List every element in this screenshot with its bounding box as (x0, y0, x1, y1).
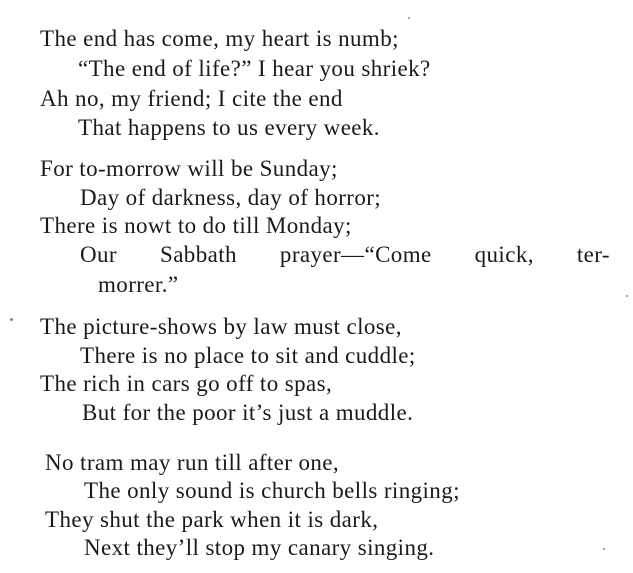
poem-line: There is nowt to do till Monday; (40, 213, 352, 238)
print-speck (10, 318, 13, 321)
poem-line: But for the poor it’s just a muddle. (82, 400, 414, 425)
poem-line: They shut the park when it is dark, (45, 507, 379, 532)
word: prayer—“Come (279, 242, 432, 267)
poem-line: The rich in cars go off to spas, (40, 371, 333, 396)
poem-line: The only sound is church bells ringing; (84, 478, 460, 503)
word: Sabbath (160, 242, 237, 267)
poem-line: morrer.” (98, 272, 179, 297)
poem-line: The end has come, my heart is numb; (40, 26, 399, 51)
poem-line: Next they’ll stop my canary singing. (84, 535, 435, 560)
word: ter- (576, 242, 610, 267)
poem-line: Day of darkness, day of horror; (80, 185, 382, 210)
poem-line-justified (80, 241, 610, 269)
word: quick, (474, 242, 534, 267)
print-speck (626, 295, 628, 297)
print-speck (603, 548, 605, 550)
poem-line: The picture-shows by law must close, (40, 314, 402, 339)
poem-line: That happens to us every week. (78, 115, 380, 140)
poem-line: Ah no, my friend; I cite the end (40, 86, 343, 111)
poem-line: For to-morrow will be Sunday; (40, 156, 338, 181)
word: Our (80, 242, 117, 267)
poem-line: No tram may run till after one, (45, 450, 340, 475)
poem-line: “The end of life?” I hear you shriek? (78, 56, 431, 81)
print-speck (408, 17, 410, 19)
poem-line: There is no place to sit and cuddle; (80, 343, 416, 368)
